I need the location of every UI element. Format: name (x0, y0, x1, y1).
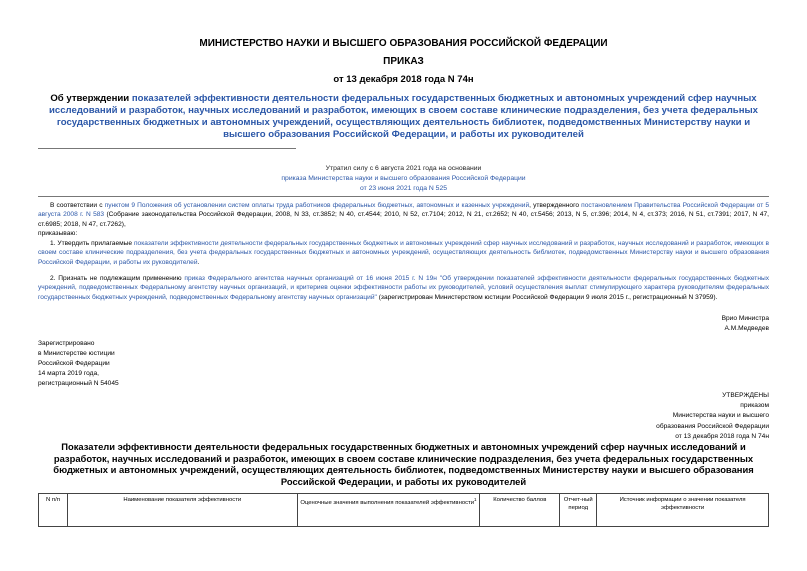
item2-text-a: 2. Признать не подлежащим применению (50, 275, 185, 282)
preamble-text-a: В соответствии с (50, 202, 105, 209)
ministry-heading: МИНИСТЕРСТВО НАУКИ И ВЫСШЕГО ОБРАЗОВАНИЯ РОССИЙСКОЙ ФЕДЕРАЦИИ (199, 38, 608, 49)
table-header-number: N п/п (39, 494, 68, 527)
preamble-order-word: приказываю: (38, 230, 78, 238)
approved-block (656, 391, 769, 442)
order-title-prefix: Об утверждении (50, 93, 132, 104)
preamble-link-regulation[interactable]: пунктом 9 Положения об установлении систем оплаты труда работников федеральных бюджетных, автономных и казенных учреждений (104, 202, 530, 209)
registration-line5: регистрационный N 54045 (38, 380, 119, 387)
lost-force-order-link[interactable]: приказа Министерства науки и высшего образования Российской Федерации (281, 175, 526, 182)
approved-line5: от 13 декабря 2018 года N 74н (675, 432, 769, 440)
indicators-table (38, 493, 769, 527)
signature-position: Врио Министра (721, 315, 769, 322)
preamble-link-decree[interactable]: постановлением Правительства Российской Федерации от 5 августа 2008 г. N 583 (38, 202, 770, 219)
order-heading: ПРИКАЗ (383, 56, 424, 67)
footnote-mark: 1 (474, 497, 477, 502)
table-header-source: Источник информации о значении показателя эффективности (597, 494, 769, 527)
item2-link-order[interactable]: приказ Федерального агентства научных организаций от 16 июня 2015 г. N 19н "Об утверждении показателей эффективности деятельности федеральных государственных бюджетных учреждений, подведомственных Федеральному агентству научных организаций, и критериев оценки эффективности работы их руководителей, условий осуществления выплат стимулирующего характера руководителям федеральных государственных бюджетных учреждений, подведомственных Федеральному агентству научных организаций" (38, 275, 770, 301)
divider-short (38, 148, 296, 149)
approved-line2: приказом (740, 402, 769, 410)
item1-text-b: . (197, 258, 200, 266)
table-header-estimated-values-text: Оценочные значения выполнения показателей эффективности (300, 499, 475, 506)
registration-block (38, 339, 119, 389)
paragraph-item-2 (38, 274, 769, 302)
registration-line1: Зарегистрировано (38, 340, 95, 347)
paragraph-item-1 (38, 239, 769, 267)
lost-force-line1: Утратил силу с 6 августа 2021 года на основании (325, 165, 482, 172)
order-date: от 13 декабря 2018 года N 74н (333, 74, 474, 85)
table-header-indicator-name: Наименование показателя эффективности (67, 494, 297, 527)
table-header-points: Количество баллов (480, 494, 560, 527)
lost-force-note (0, 164, 807, 194)
table-header-period: Отчет-ный период (560, 494, 597, 527)
item2-text-b: (зарегистрирован Министерством юстиции Российской Федерации 9 июля 2015 г., регистрационный N 37959). (376, 293, 718, 301)
indicators-title: Показатели эффективности деятельности федеральных государственных бюджетных и автономных учреждений сфер научных исследований и разработок, научных исследований и разработок, имеющих в своем составе клинические подразделения, без учета федеральных государственных бюджетных и автономных учреждений, осуществляющих деятельность библиотек, подведомственных Министерству науки и высшего образования Российской Федерации, и работы их руководителей (53, 441, 754, 487)
approved-line3: Министерства науки и высшего (672, 412, 769, 420)
signature-block (722, 314, 769, 334)
paragraph-preamble (38, 201, 769, 239)
order-title-link[interactable]: показателей эффективности деятельности федеральных государственных бюджетных и автономных учреждений сфер научных исследований и разработок, научных исследований и разработок, имеющих в своем составе клинические подразделения, без учета федеральных государственных бюджетных и автономных учреждений, осуществляющих деятельность библиотек, подведомственных Министерству науки и высшего образования Российской Федерации, и работы их руководителей (48, 93, 759, 140)
table-header-estimated-values (297, 494, 480, 527)
item1-text-a: 1. Утвердить прилагаемые (50, 240, 134, 247)
order-title (38, 93, 769, 141)
preamble-text-b: , утвержденного (529, 202, 582, 209)
approved-line1: УТВЕРЖДЕНЫ (722, 392, 769, 399)
preamble-text-c: (Собрание законодательства Российской Федерации, 2008, N 33, ст.3852; N 40, ст.4544; 2010, N 52, ст.7104; 2012, N 21, ст.2652; N 40, ст.5456; 2013, N 5, ст.396; 2014, N 4, ст.373; 2016, N 51, ст.7391; 2017, N 47, ст.6985; 2018, N 47, ст.7262), (38, 211, 769, 228)
divider-full (38, 196, 769, 197)
item1-link-indicators[interactable]: показатели эффективности деятельности федеральных государственных бюджетных и автономных учреждений сфер научных исследований и разработок, научных исследований и разработок, имеющих в своем составе клинические подразделения, без учета федеральных государственных бюджетных и автономных учреждений, осуществляющих деятельность библиотек, подведомственных Министерству науки и высшего образования Российской Федерации, и работы их руководителей (38, 240, 769, 266)
signature-name: А.М.Медведев (724, 325, 769, 332)
approved-line4: образования Российской Федерации (656, 422, 769, 430)
lost-force-date-link[interactable]: от 23 июня 2021 года N 525 (359, 185, 448, 192)
registration-line3: Российской Федерации (38, 360, 110, 367)
table-header-row (39, 494, 769, 527)
registration-line4: 14 марта 2019 года, (38, 370, 99, 377)
registration-line2: в Министерстве юстиции (38, 350, 115, 357)
